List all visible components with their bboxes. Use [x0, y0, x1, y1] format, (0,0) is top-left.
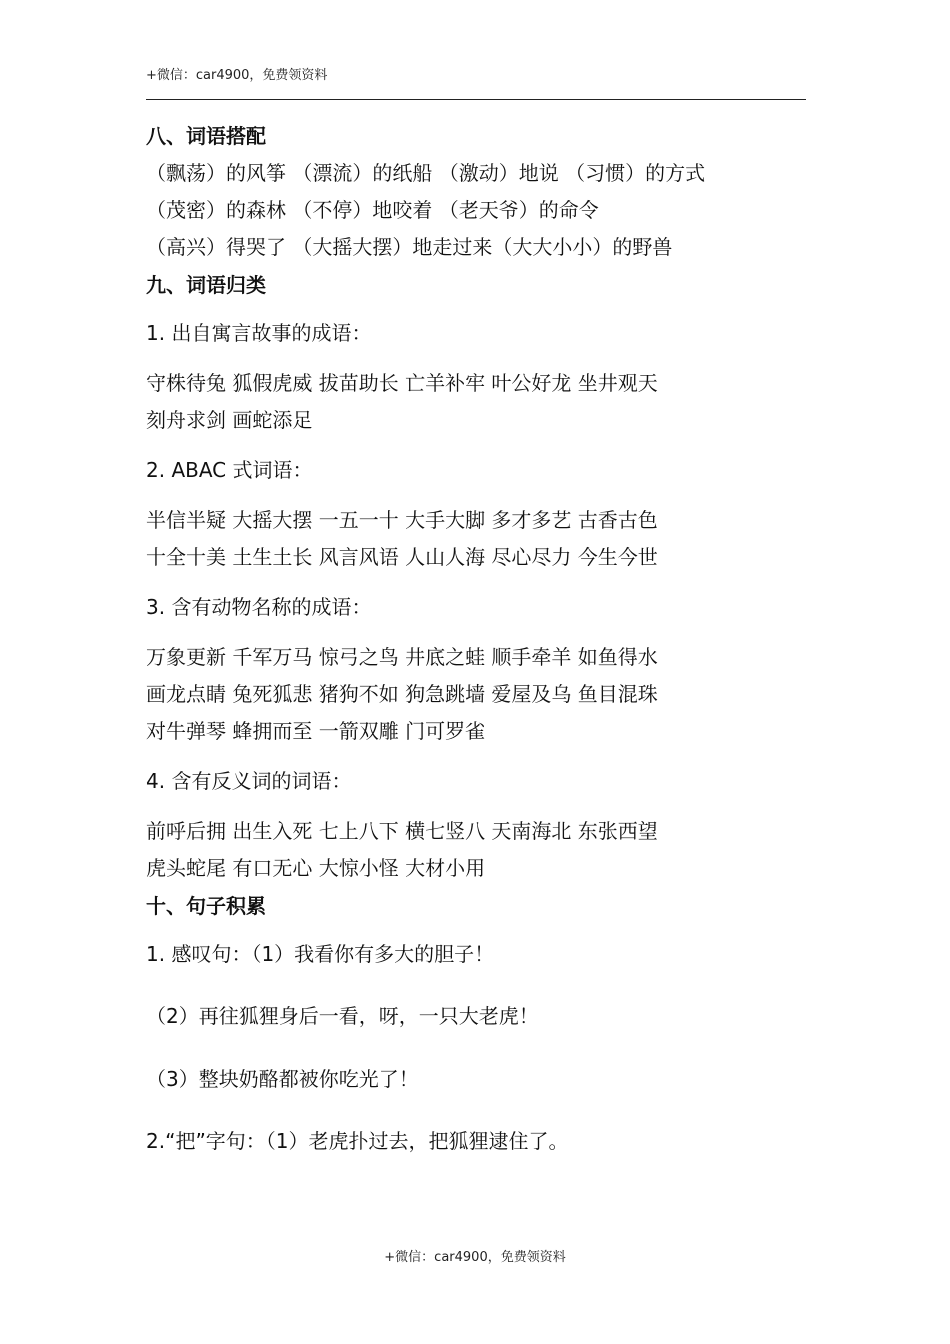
group-1-line-1: 守株待兔 狐假虎威 拔苗助长 亡羊补牢 叶公好龙 坐井观天	[146, 371, 658, 395]
section-8-heading: 八、词语搭配	[146, 124, 266, 148]
section-8-line-2: （茂密）的森林 （不停）地咬着 （老天爷）的命令	[146, 198, 599, 222]
group-2-title: 2. ABAC 式词语：	[146, 458, 313, 482]
sentence-line-1: 1. 感叹句：（1）我看你有多大的胆子！	[146, 942, 495, 966]
group-2-line-2: 十全十美 土生土长 风言风语 人山人海 尽心尽力 今生今世	[146, 545, 658, 569]
sentence-line-2: （2）再往狐狸身后一看，呀，一只大老虎！	[146, 1004, 539, 1028]
group-2-line-1: 半信半疑 大摇大摆 一五一十 大手大脚 多才多艺 古香古色	[146, 508, 658, 532]
group-4-line-2: 虎头蛇尾 有口无心 大惊小怪 大材小用	[146, 856, 486, 880]
sentence-line-4: 2.“把”字句：（1）老虎扑过去，把狐狸逮住了。	[146, 1129, 569, 1153]
section-8-line-3: （高兴）得哭了 （大摇大摆）地走过来（大大小小）的野兽	[146, 235, 673, 259]
group-3-title: 3. 含有动物名称的成语：	[146, 595, 372, 619]
sentence-line-3: （3）整块奶酪都被你吃光了！	[146, 1067, 419, 1091]
header-divider	[146, 99, 806, 100]
page-header: +微信：car4900，免费领资料	[146, 68, 328, 83]
group-1-title: 1. 出自寓言故事的成语：	[146, 321, 372, 345]
group-3-line-1: 万象更新 千军万马 惊弓之鸟 井底之蛙 顺手牵羊 如鱼得水	[146, 645, 658, 669]
group-4-line-1: 前呼后拥 出生入死 七上八下 横七竖八 天南海北 东张西望	[146, 819, 658, 843]
section-8-line-1: （飘荡）的风筝 （漂流）的纸船 （激动）地说 （习惯）的方式	[146, 161, 706, 185]
group-4-title: 4. 含有反义词的词语：	[146, 769, 352, 793]
page-footer: +微信：car4900，免费领资料	[384, 1250, 566, 1265]
section-10-heading: 十、句子积累	[146, 894, 266, 918]
group-1-line-2: 刻舟求剑 画蛇添足	[146, 408, 313, 432]
section-9-heading: 九、词语归类	[146, 273, 266, 297]
group-3-line-2: 画龙点睛 兔死狐悲 猪狗不如 狗急跳墙 爱屋及乌 鱼目混珠	[146, 682, 658, 706]
group-3-line-3: 对牛弹琴 蜂拥而至 一箭双雕 门可罗雀	[146, 719, 486, 743]
